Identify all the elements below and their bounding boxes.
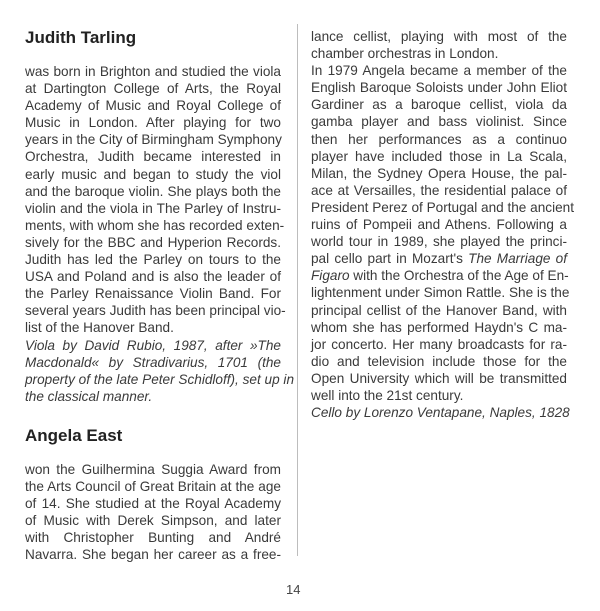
text-line: Gardiner as a baroque cellist, viola da: [311, 97, 567, 113]
text-line: the classical manner.: [25, 388, 153, 404]
instrument-note-judith: [25, 337, 295, 405]
text-line: jor concerto. Her many broadcasts for ra-: [311, 336, 567, 352]
text-line: Macdonald« by Stradivarius, 1701 (the: [25, 354, 281, 370]
text-line: Cello by Lorenzo Ventapane, Naples, 1828: [311, 405, 570, 421]
text-line: English Baroque Soloists under John Eliot: [311, 80, 567, 96]
text-line: USA and Poland and is also the leader of: [25, 269, 281, 285]
text-line: well into the 21st century.: [311, 387, 464, 403]
text-line: the Arts Council of Great Britain at the age: [25, 478, 281, 494]
text-line: and the baroque violin. She plays both the: [25, 183, 281, 199]
text-line: at Dartington College of Arts, the Royal: [25, 81, 281, 97]
italic-title: The Marriage of: [468, 251, 567, 267]
text-line: Judith has led the Parley on tours to the: [25, 252, 281, 268]
text-line: ments, with whom she has recorded exten-: [25, 217, 285, 233]
text-line: property of the late Peter Schidloff), set up in: [25, 371, 295, 387]
paragraph-judith-bio: [25, 63, 286, 337]
text-line: Orchestra, Judith became interested in: [25, 149, 281, 165]
text-line: with Christopher Bunting and André: [25, 530, 281, 546]
text-line: In 1979 Angela became a member of the: [311, 63, 567, 79]
paragraph-angela-bio: [25, 461, 281, 564]
heading-angela-east: Angela East: [25, 425, 123, 445]
text-line: dio and television include those for the: [311, 353, 567, 369]
text-line: Music in London. After playing for two: [25, 115, 281, 131]
text-line: Navarra. She began her career as a free-: [25, 547, 281, 563]
italic-title: Figaro: [311, 268, 350, 284]
text-line: list of the Hanover Band.: [25, 320, 174, 336]
text-line: the Parley Renaissance Violin Band. For: [25, 286, 281, 302]
text-segment: with the Orchestra of the Age of En-: [349, 268, 569, 284]
text-line: years in the City of Birmingham Symphony: [25, 132, 282, 148]
text-line: chamber orchestras in London.: [311, 46, 499, 62]
text-line: gamba player and bass violinist. Since: [311, 114, 567, 130]
text-line: lightenment under Simon Rattle. She is the: [311, 285, 570, 301]
text-line: [311, 250, 567, 267]
text-line: principal cellist of the Hanover Band, with: [311, 302, 567, 318]
text-line: then her performances as a continuo: [311, 131, 567, 147]
text-segment: pal cello part in Mozart's: [311, 251, 469, 267]
text-line: sively for the BBC and Hyperion Records.: [25, 234, 281, 250]
text-line: ruins of Pompeii and Athens. Following a: [311, 217, 567, 233]
text-line: early music and began to study the viol: [25, 166, 281, 182]
text-line: Viola by David Rubio, 1987, after »The: [25, 337, 281, 353]
text-line: won the Guilhermina Suggia Award from: [25, 461, 281, 477]
paragraph-angela-career: [311, 62, 574, 404]
text-line: player have included those in La Scala,: [311, 148, 567, 164]
text-line: world tour in 1989, she played the princi-: [311, 234, 567, 250]
text-line: of Music with Derek Simpson, and later: [25, 513, 281, 529]
text-line: was born in Brighton and studied the viola: [25, 64, 281, 79]
text-line: several years Judith has been principal vio-: [25, 303, 286, 319]
text-line: ace at Versailles, the residential palace of: [311, 182, 567, 198]
heading-judith-tarling: Judith Tarling: [25, 28, 137, 47]
column-divider: [297, 24, 298, 556]
text-line: of 14. She studied at the Royal Academy: [25, 496, 281, 512]
text-line: lance cellist, playing with most of the: [311, 29, 567, 44]
text-line: whom she has performed Haydn's C ma-: [311, 319, 567, 335]
left-column: [25, 27, 295, 563]
page-number: 14: [286, 582, 301, 597]
text-line: President Perez of Portugal and the ancient: [311, 199, 574, 215]
text-line: Academy of Music and Royal College of: [25, 98, 281, 114]
text-line: Open University which will be transmitted: [311, 370, 567, 386]
text-line: [311, 267, 567, 284]
text-line: violin and the viola in The Parley of Instru-: [25, 200, 281, 216]
text-line: Milan, the Sydney Opera House, the pal-: [311, 165, 567, 181]
instrument-note-angela: [311, 404, 570, 421]
right-column: [311, 28, 574, 421]
paragraph-angela-bio-continued: [311, 28, 567, 62]
